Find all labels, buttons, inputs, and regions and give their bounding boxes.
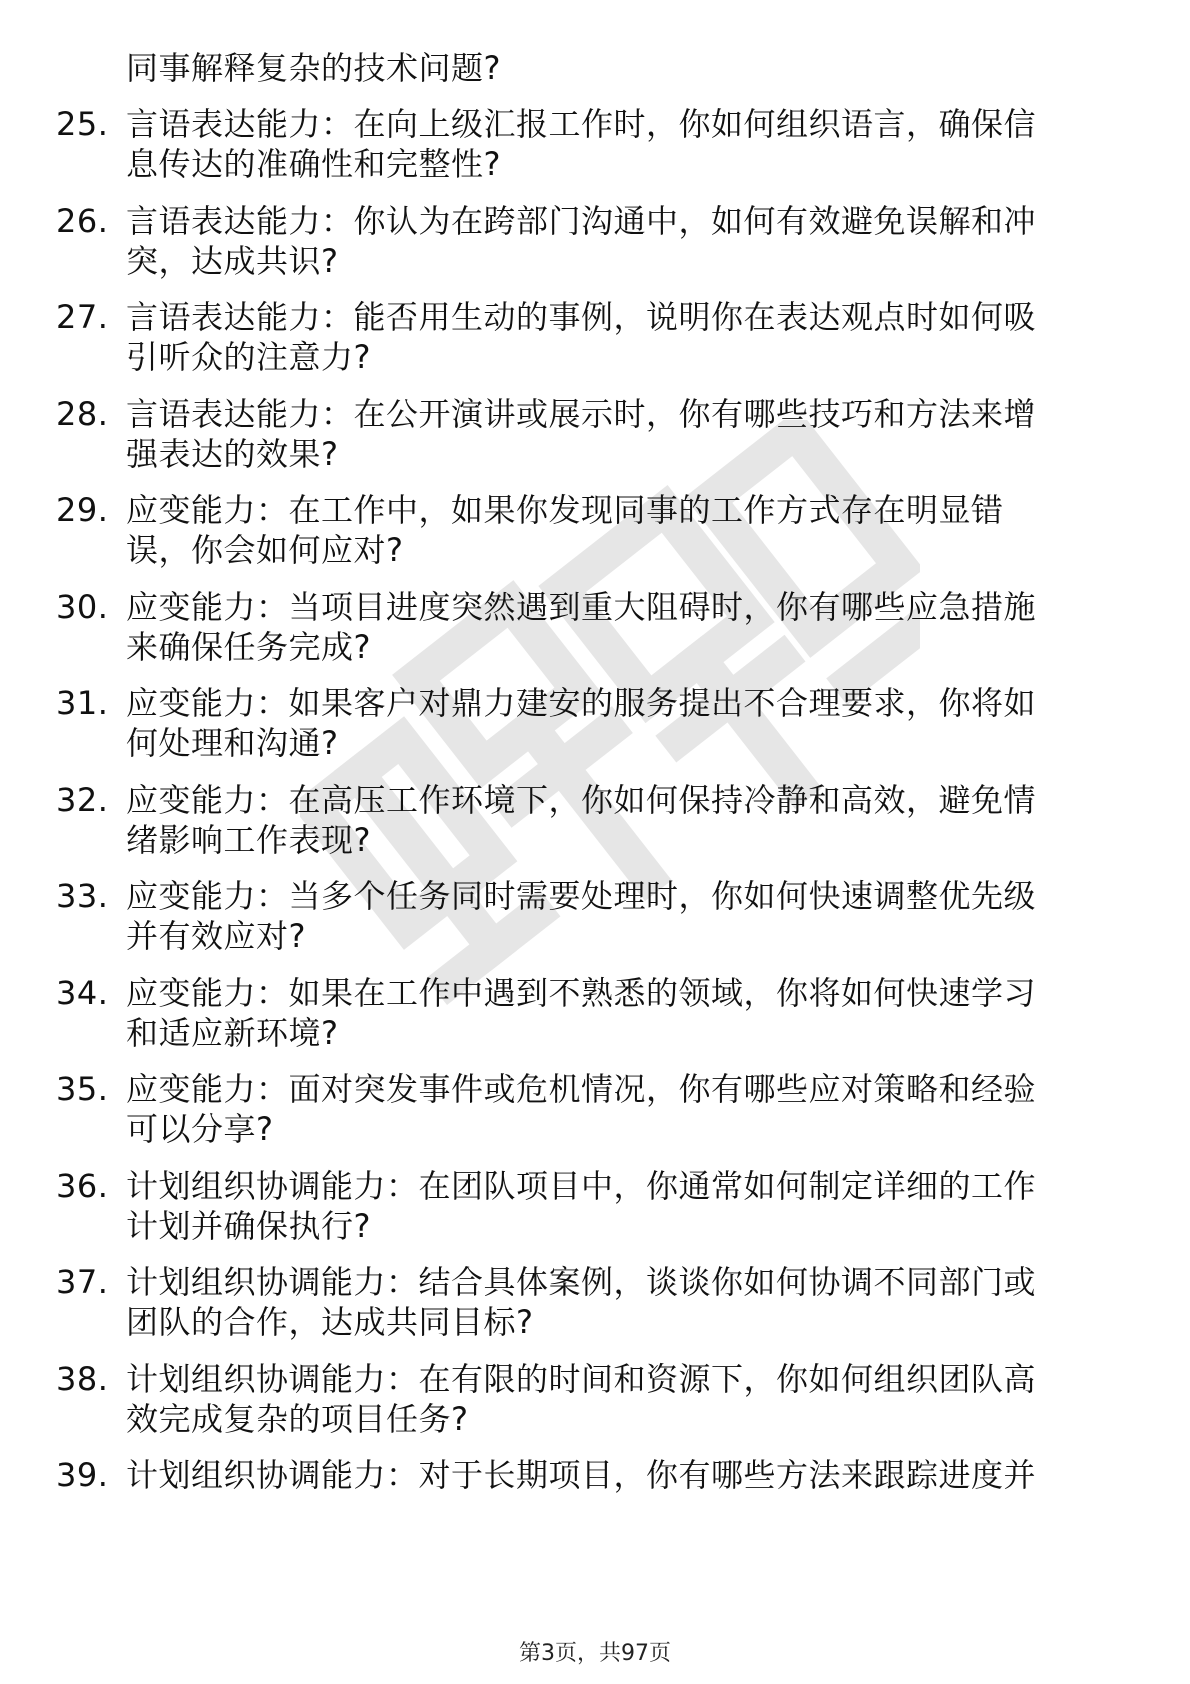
question-text: 应变能力：在工作中，如果你发现同事的工作方式存在明显错 [126,491,1004,529]
question-text: 计划组织协调能力：结合具体案例，谈谈你如何协调不同部门或 [126,1263,1037,1301]
question-number: 39. [56,1456,109,1494]
question-text-continued: 可以分享? [126,1110,274,1148]
question-text-continued: 效完成复杂的项目任务? [126,1399,469,1438]
question-text: 应变能力：在高压工作环境下，你如何保持冷静和高效，避免情 [126,780,1037,819]
question-number: 38. [56,1359,109,1398]
question-text: 言语表达能力：在公开演讲或展示时，你有哪些技巧和方法来增 [126,394,1037,433]
question-text: 计划组织协调能力：对于长期项目，你有哪些方法来跟踪进度并 [126,1456,1037,1494]
question-text: 应变能力：如果在工作中遇到不熟悉的领域，你将如何快速学习 [126,973,1037,1012]
question-text-continued: 息传达的准确性和完整性? [126,145,501,183]
question-number: 29. [56,491,109,529]
question-text: 言语表达能力：能否用生动的事例，说明你在表达观点时如何吸 [126,298,1037,336]
question-text-continued: 团队的合作，达成共同目标? [126,1303,534,1341]
question-text: 应变能力：当项目进度突然遇到重大阻碍时，你有哪些应急措施 [126,587,1037,626]
question-text-continued: 突，达成共识? [126,241,339,280]
question-number: 36. [56,1166,109,1205]
question-text-continued: 绪影响工作表现? [126,820,371,859]
continuation-text: 同事解释复杂的技术问题? [126,49,501,87]
page-number: 第3页，共97页 [519,1641,671,1666]
question-number: 28. [56,394,109,433]
question-number: 32. [56,780,109,819]
question-text-continued: 并有效应对? [126,917,306,955]
question-number: 30. [56,587,109,626]
question-text-continued: 计划并确保执行? [126,1206,371,1245]
question-text: 计划组织协调能力：在团队项目中，你通常如何制定详细的工作 [126,1166,1037,1205]
question-text-continued: 何处理和沟通? [126,724,339,762]
question-text: 应变能力：如果客户对鼎力建安的服务提出不合理要求，你将如 [126,684,1037,722]
question-number: 25. [56,105,109,143]
question-text: 应变能力：当多个任务同时需要处理时，你如何快速调整优先级 [126,877,1037,915]
question-number: 37. [56,1263,109,1301]
question-text-continued: 误，你会如何应对? [126,531,404,569]
question-number: 26. [56,201,109,240]
page-footer [0,1640,1190,1668]
question-text: 言语表达能力：在向上级汇报工作时，你如何组织语言，确保信 [126,105,1037,143]
question-text-continued: 和适应新环境? [126,1013,339,1052]
question-text-continued: 强表达的效果? [126,434,339,473]
question-text: 言语表达能力：你认为在跨部门沟通中，如何有效避免误解和冲 [126,201,1037,240]
question-number: 34. [56,973,109,1012]
question-number: 27. [56,298,109,336]
question-number: 33. [56,877,109,915]
question-text: 计划组织协调能力：在有限的时间和资源下，你如何组织团队高 [126,1359,1037,1398]
question-text: 应变能力：面对突发事件或危机情况，你有哪些应对策略和经验 [126,1070,1037,1108]
question-text-continued: 引听众的注意力? [126,338,371,376]
question-text-continued: 来确保任务完成? [126,627,371,666]
question-number: 35. [56,1070,109,1108]
question-number: 31. [56,684,109,722]
